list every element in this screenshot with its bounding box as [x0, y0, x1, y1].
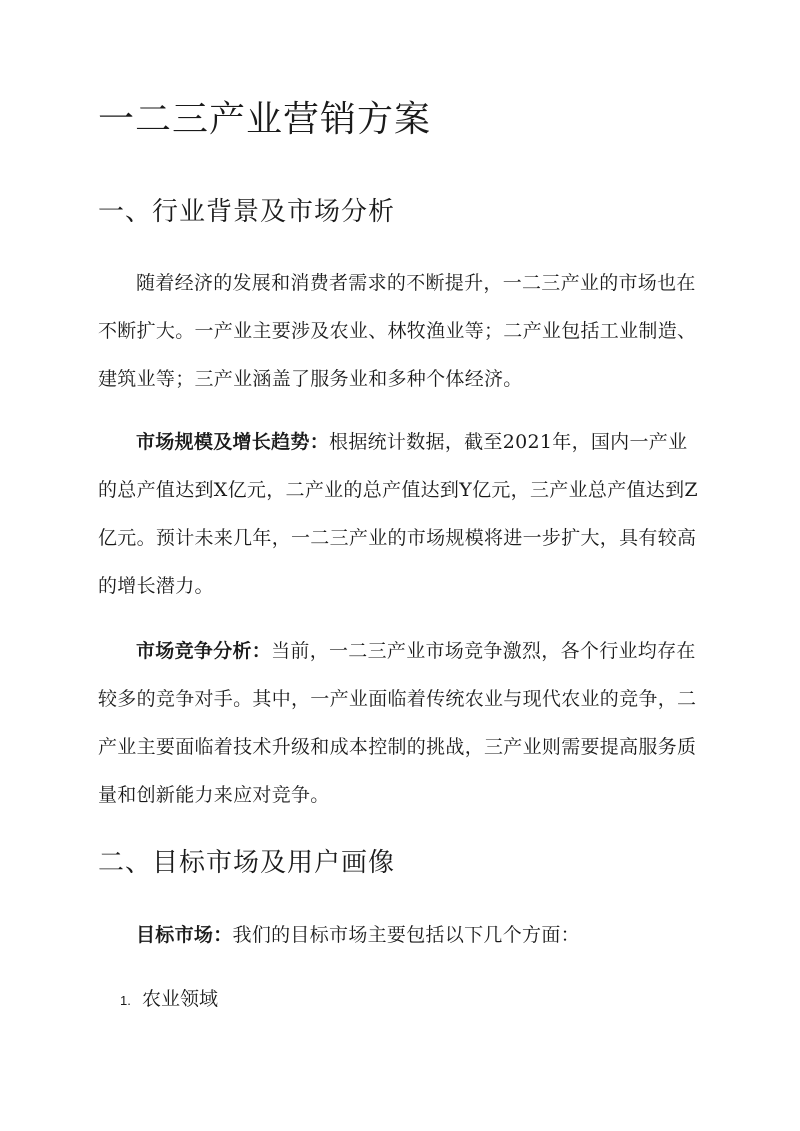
paragraph-competition — [98, 627, 698, 819]
paragraph-lead-competition: 市场竞争分析： — [136, 640, 272, 662]
list-item — [120, 984, 218, 1016]
paragraph-text-target-market: 我们的目标市场主要包括以下几个方面： — [232, 924, 580, 946]
paragraph-text-market-size: 根据统计数据，截至2021年，国内一产业的总产值达到X亿元，二产业的总产值达到Y亿元，三产业总产值达到Z亿元。预计未来几年，一二三产业的市场规模将进一步扩大，具有较高的增长潜力。 — [98, 431, 698, 597]
section-heading-industry-background: 一、行业背景及市场分析 — [98, 197, 396, 227]
paragraph-market-size — [98, 418, 698, 610]
list-item-number: 1. — [120, 993, 131, 1008]
list-item-text: 农业领域 — [142, 988, 219, 1010]
paragraph-text-competition: 当前，一二三产业市场竞争激烈，各个行业均存在较多的竞争对手。其中，一产业面临着传统农业与现代农业的竞争，二产业主要面临着技术升级和成本控制的挑战，三产业则需要提高服务质量和创新能力来应对竞争。 — [98, 640, 697, 806]
paragraph-lead-target-market: 目标市场： — [136, 924, 233, 946]
paragraph-lead-market-size: 市场规模及增长趋势： — [136, 431, 330, 453]
paragraph-industry-overview: 随着经济的发展和消费者需求的不断提升，一二三产业的市场也在不断扩大。一产业主要涉及农业、林牧渔业等；二产业包括工业制造、建筑业等；三产业涵盖了服务业和多种个体经济。 — [98, 272, 697, 390]
paragraph-target-market — [98, 911, 698, 959]
document-title: 一二三产业营销方案 — [98, 99, 432, 140]
section-heading-target-market: 二、目标市场及用户画像 — [98, 848, 396, 878]
